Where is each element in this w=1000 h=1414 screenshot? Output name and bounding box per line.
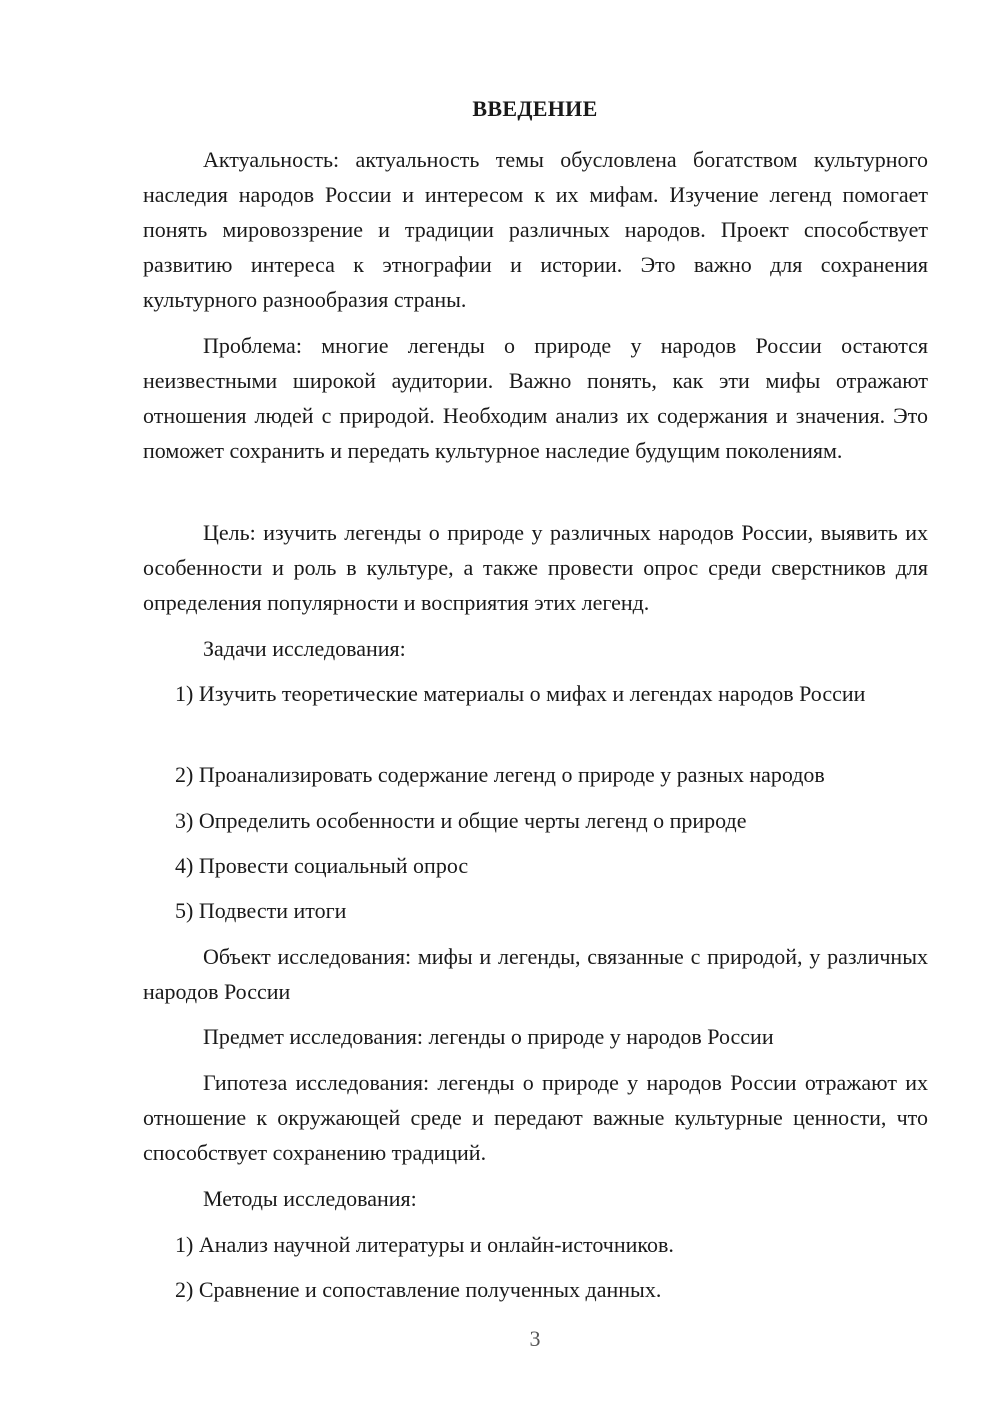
page-title: ВВЕДЕНИЕ <box>472 96 598 121</box>
subject-paragraph: Предмет исследования: легенды о природе у народов России <box>203 1024 774 1049</box>
actuality-paragraph: Актуальность: актуальность темы обусловлена богатством культурного наследия народов России и интересом к их мифам. Изучение легенд помогает понять мировоззрение и традиции различных народов. Проект способствует развитию интереса к этнографии и истории. Это важно для сохранения культурного разнообразия страны. <box>143 147 928 312</box>
methods-heading: Методы исследования: <box>203 1186 417 1211</box>
problem-paragraph: Проблема: многие легенды о природе у народов России остаются неизвестными широкой аудитории. Важно понять, как эти мифы отражают отношения людей с природой. Необходим анализ их содержания и значения. Это поможет сохранить и передать культурное наследие будущим поколениям. <box>143 333 928 463</box>
object-paragraph: Объект исследования: мифы и легенды, связанные с природой, у различных народов России <box>143 944 928 1004</box>
goal-paragraph: Цель: изучить легенды о природе у различных народов России, выявить их особенности и роль в культуре, а также провести опрос среди сверстников для определения популярности и восприятия этих легенд. <box>143 520 928 615</box>
hypothesis-paragraph: Гипотеза исследования: легенды о природе у народов России отражают их отношение к окружающей среде и передают важные культурные ценности, что способствует сохранению традиций. <box>143 1070 928 1165</box>
task-item-4: 4) Провести социальный опрос <box>175 853 469 878</box>
method-item-2: 2) Сравнение и сопоставление полученных данных. <box>175 1277 662 1302</box>
task-item-5: 5) Подвести итоги <box>175 898 347 923</box>
tasks-heading: Задачи исследования: <box>203 636 406 661</box>
task-item-1: 1) Изучить теоретические материалы о мифах и легендах народов России <box>175 681 866 706</box>
task-item-2: 2) Проанализировать содержание легенд о природе у разных народов <box>175 762 825 787</box>
method-item-1: 1) Анализ научной литературы и онлайн-источников. <box>175 1232 674 1257</box>
task-item-3: 3) Определить особенности и общие черты легенд о природе <box>175 808 747 833</box>
page-number: 3 <box>529 1326 541 1351</box>
